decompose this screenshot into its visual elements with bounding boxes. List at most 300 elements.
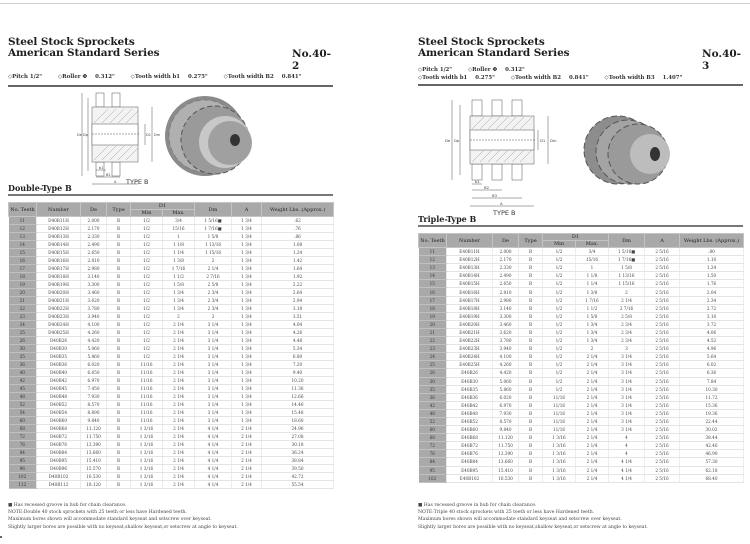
cell-dm: 2 1/4 <box>609 296 645 304</box>
cell-weight: 30.02 <box>680 426 744 434</box>
table-row <box>9 457 334 465</box>
cell-a: 2 1/4 <box>232 425 262 433</box>
cell-d1-min: 1/2 <box>131 313 163 321</box>
table-row <box>419 304 744 312</box>
header-rule <box>8 85 333 87</box>
cell-number: D40B52 <box>37 401 81 409</box>
cell-d1-min: 1/2 <box>131 353 163 361</box>
cell-d1-max: 2 1/4 <box>576 458 609 466</box>
cell-d1-min: 1/2 <box>543 361 576 369</box>
cell-d1-max: 2 1/4 <box>576 409 609 417</box>
cell-d1-max: 1 3/8 <box>576 288 609 296</box>
cell-type: B <box>519 377 543 385</box>
col-weight: Weight Lbs. (Approx.) <box>680 234 744 248</box>
cell-number: D40B42 <box>37 377 81 385</box>
cell-teeth: 21 <box>419 328 447 336</box>
cell-weight: 4.48 <box>262 337 334 345</box>
cell-d1-min: 1 3/16 <box>543 442 576 450</box>
cell-number: E40B12H <box>447 256 493 264</box>
cell-type: B <box>107 465 131 473</box>
svg-text:b1: b1 <box>475 179 480 184</box>
cell-type: B <box>107 417 131 425</box>
cell-teeth: 26 <box>419 369 447 377</box>
spec-roller <box>468 66 525 74</box>
cell-a: 2 5/16 <box>645 369 680 377</box>
cell-a: 1 3/4 <box>232 401 262 409</box>
cell-number: D40B84 <box>37 449 81 457</box>
cell-d1-min: 1/2 <box>543 280 576 288</box>
spec-tooth-b2 <box>224 73 302 81</box>
note-max-bores: Maximum bores shown will accommodate standard keyseat and setscrew over keyseat. <box>8 517 212 523</box>
table-row <box>9 305 334 313</box>
cell-teeth: 102 <box>9 473 37 481</box>
cell-a: 2 5/16 <box>645 304 680 312</box>
cell-weight: 2.04 <box>680 288 744 296</box>
col-weight: Weight Lbs. (Approx.) <box>262 203 334 217</box>
cell-de: 5.860 <box>81 353 107 361</box>
cell-teeth: 18 <box>9 273 37 281</box>
cell-number: D40B18H <box>37 273 81 281</box>
cell-teeth: 14 <box>419 272 447 280</box>
cell-teeth: 23 <box>419 345 447 353</box>
table-row <box>419 288 744 296</box>
cell-type: B <box>519 361 543 369</box>
spec-value: 0.312" <box>95 74 115 80</box>
footnotes <box>8 502 238 531</box>
cell-weight: 7.84 <box>680 377 744 385</box>
spec-label: ◇Tooth width B3 <box>604 75 655 81</box>
table-row <box>419 409 744 417</box>
cell-type: B <box>107 473 131 481</box>
col-de: De <box>81 203 107 217</box>
cell-d1-max: 1 <box>576 264 609 272</box>
spec-tooth-b1 <box>131 73 208 81</box>
cell-de: 3.300 <box>81 281 107 289</box>
cell-weight: 1.08 <box>262 241 334 249</box>
cell-a: 1 3/4 <box>232 281 262 289</box>
cell-dm: 2 7/16 <box>195 273 232 281</box>
cell-weight: 2.72 <box>680 304 744 312</box>
cell-d1-max: 1 3/8 <box>163 257 195 265</box>
cell-d1-min: 1/2 <box>543 248 576 256</box>
cell-teeth: 25 <box>9 329 37 337</box>
cell-dm: 1 15/16 <box>609 280 645 288</box>
cell-teeth: 95 <box>9 457 37 465</box>
cell-number: E40B11H <box>447 248 493 256</box>
footnotes <box>418 502 648 531</box>
cell-a: 2 5/16 <box>645 353 680 361</box>
cell-type: B <box>107 281 131 289</box>
cell-type: B <box>107 257 131 265</box>
cell-type: B <box>107 313 131 321</box>
cell-weight: 6.36 <box>680 369 744 377</box>
cell-de: 2.810 <box>493 288 519 296</box>
cell-type: B <box>519 442 543 450</box>
cell-teeth: 52 <box>9 401 37 409</box>
table-row <box>419 256 744 264</box>
cell-a: 1 3/4 <box>232 249 262 257</box>
cell-dm: 4 <box>609 434 645 442</box>
table-row <box>9 249 334 257</box>
cell-de: 3.140 <box>81 273 107 281</box>
cell-weight: 3.10 <box>680 312 744 320</box>
cell-d1-max: 2 1/4 <box>163 321 195 329</box>
cell-dm: 3 1/4 <box>609 369 645 377</box>
cell-d1-max: 2 1/4 <box>576 353 609 361</box>
cell-type: B <box>107 425 131 433</box>
cell-teeth: 84 <box>419 458 447 466</box>
cell-number: D40B21H <box>37 297 81 305</box>
cell-number: D40B60 <box>37 417 81 425</box>
cell-d1-max: 2 1/4 <box>576 393 609 401</box>
cell-a: 1 3/4 <box>232 225 262 233</box>
cell-number: E40B48 <box>447 409 493 417</box>
cell-weight: 4.96 <box>680 345 744 353</box>
cell-number: D40B48 <box>37 393 81 401</box>
cell-weight: 10.20 <box>262 377 334 385</box>
table-row <box>419 434 744 442</box>
col-d1-min: Min <box>543 241 576 248</box>
cell-d1-max: 2 1/4 <box>163 449 195 457</box>
cell-weight: 38.84 <box>262 457 334 465</box>
cell-d1-min: 1/2 <box>131 233 163 241</box>
cell-weight: 27.08 <box>262 433 334 441</box>
title-line-1: Steel Stock Sprockets <box>8 36 135 48</box>
table-row <box>9 337 334 345</box>
spec-pitch <box>418 66 452 74</box>
note-hardened-teeth: NOTE:Triple 40 stock sprockets with 25 teeth or less have Hardened teeth. <box>418 510 595 516</box>
triple-table-body <box>419 248 744 483</box>
spec-label: ◇Tooth width B2 <box>223 74 274 80</box>
cell-d1-max: 1 7/16 <box>163 265 195 273</box>
cell-de: 3.780 <box>81 305 107 313</box>
cell-number: D40B54 <box>37 409 81 417</box>
cell-weight: .76 <box>262 225 334 233</box>
table-row <box>9 441 334 449</box>
cell-d1-max: 2 1/4 <box>163 481 195 489</box>
cell-d1-max: 2 1/4 <box>163 473 195 481</box>
cell-dm: 4 1/4 <box>609 474 645 482</box>
cell-d1-min: 1 3/16 <box>543 434 576 442</box>
cell-weight: 2.34 <box>680 296 744 304</box>
table-row <box>419 393 744 401</box>
cell-teeth: 36 <box>9 361 37 369</box>
cell-d1-max: 2 1/4 <box>576 417 609 425</box>
spec-label: ◇Roller Φ <box>58 74 88 80</box>
cell-a: 2 1/4 <box>232 481 262 489</box>
cell-de: 2.330 <box>493 264 519 272</box>
cell-number: E40B14H <box>447 272 493 280</box>
cell-weight: 19.36 <box>680 409 744 417</box>
cell-de: 2.170 <box>493 256 519 264</box>
cell-de: 6.650 <box>81 369 107 377</box>
cell-d1-min: 1 3/16 <box>131 465 163 473</box>
table-row <box>419 377 744 385</box>
cell-d1-max: 2 1/4 <box>163 393 195 401</box>
cell-dm: 2 <box>609 288 645 296</box>
spec-line-2 <box>418 74 696 82</box>
cell-d1-min: 1/2 <box>543 345 576 353</box>
cell-d1-max: 2 1/4 <box>576 466 609 474</box>
cell-type: B <box>519 345 543 353</box>
cell-a: 2 1/4 <box>232 473 262 481</box>
cell-weight: 4.06 <box>680 328 744 336</box>
cell-a: 2 5/16 <box>645 458 680 466</box>
cell-weight: .86 <box>262 233 334 241</box>
cell-type: B <box>107 449 131 457</box>
series-number: No.40-2 <box>292 48 332 72</box>
cell-type: B <box>107 241 131 249</box>
cell-weight: 3.51 <box>262 313 334 321</box>
cell-weight: 42.46 <box>680 442 744 450</box>
cell-number: E40B68 <box>447 434 493 442</box>
cell-type: B <box>519 320 543 328</box>
cell-number: D40B102 <box>37 473 81 481</box>
table-row <box>9 225 334 233</box>
cell-d1-min: 1/2 <box>543 256 576 264</box>
spec-label: ◇Tooth width B2 <box>510 75 561 81</box>
cell-weight: 14.46 <box>262 401 334 409</box>
cell-number: D40B13H <box>37 233 81 241</box>
cell-a: 1 3/4 <box>232 273 262 281</box>
cell-type: B <box>107 353 131 361</box>
cell-d1-min: 1 3/16 <box>543 450 576 458</box>
cell-de: 3.620 <box>81 297 107 305</box>
title-line-1: Steel Stock Sprockets <box>418 36 545 48</box>
cell-de: 2.980 <box>81 265 107 273</box>
cell-de: 3.620 <box>493 328 519 336</box>
cell-d1-min: 11/16 <box>543 417 576 425</box>
series-number: No.40-3 <box>702 48 742 72</box>
table-row <box>9 417 334 425</box>
cell-weight: 1.42 <box>262 257 334 265</box>
cell-d1-min: 1/2 <box>543 353 576 361</box>
col-a: A <box>232 203 262 217</box>
cell-type: B <box>107 225 131 233</box>
cell-a: 2 5/16 <box>645 337 680 345</box>
table-row <box>9 465 334 473</box>
cell-d1-max: 1 3/4 <box>163 305 195 313</box>
cell-d1-min: 1/2 <box>543 264 576 272</box>
cell-d1-max: 1 3/4 <box>163 289 195 297</box>
table-row <box>9 481 334 489</box>
cell-d1-min: 11/16 <box>543 401 576 409</box>
cell-type: B <box>107 273 131 281</box>
cell-de: 7.450 <box>81 385 107 393</box>
cell-a: 2 1/4 <box>232 449 262 457</box>
cell-a: 1 3/4 <box>232 409 262 417</box>
cell-number: D40B45 <box>37 385 81 393</box>
cell-number: E40B15H <box>447 280 493 288</box>
cell-d1-min: 11/16 <box>131 385 163 393</box>
cell-d1-min: 1/2 <box>543 328 576 336</box>
cell-dm: 3 1/4 <box>195 369 232 377</box>
cell-weight: 55.54 <box>262 481 334 489</box>
cell-teeth: 19 <box>419 312 447 320</box>
table-row <box>419 280 744 288</box>
col-number: Number <box>37 203 81 217</box>
table-row <box>9 425 334 433</box>
cell-a: 2 5/16 <box>645 401 680 409</box>
cell-teeth: 24 <box>419 353 447 361</box>
cell-teeth: 48 <box>419 409 447 417</box>
cell-weight: 10.30 <box>680 385 744 393</box>
svg-text:D1: D1 <box>146 133 151 137</box>
cell-dm: 2 3/4 <box>195 297 232 305</box>
cell-teeth: 13 <box>419 264 447 272</box>
cell-de: 9.840 <box>493 426 519 434</box>
cell-teeth: 30 <box>419 377 447 385</box>
col-de: De <box>493 234 519 248</box>
table-row <box>419 401 744 409</box>
cell-a: 2 5/16 <box>645 426 680 434</box>
cell-de: 11.120 <box>493 434 519 442</box>
cell-d1-min: 1/2 <box>131 289 163 297</box>
cell-dm: 1 15/16 <box>195 249 232 257</box>
top-divider <box>0 3 750 4</box>
cell-a: 2 5/16 <box>645 320 680 328</box>
cell-de: 8.890 <box>81 409 107 417</box>
cell-number: E40B13H <box>447 264 493 272</box>
cell-teeth: 14 <box>9 241 37 249</box>
table-row <box>9 401 334 409</box>
double-sprocket-diagram <box>70 88 270 188</box>
spec-roller <box>58 73 115 81</box>
cell-a: 1 3/4 <box>232 313 262 321</box>
cell-d1-min: 1 3/16 <box>543 458 576 466</box>
cell-d1-min: 11/16 <box>131 417 163 425</box>
cell-type: B <box>107 433 131 441</box>
cell-a: 1 3/4 <box>232 297 262 305</box>
svg-text:B2: B2 <box>484 185 490 190</box>
spec-value: 0.312" <box>505 67 525 73</box>
cell-teeth: 84 <box>9 449 37 457</box>
cell-weight: 4.52 <box>680 337 744 345</box>
cell-a: 1 3/4 <box>232 233 262 241</box>
cell-weight: 12.66 <box>262 393 334 401</box>
type-caption: TYPE B <box>126 178 149 186</box>
cell-de: 2.980 <box>493 296 519 304</box>
cell-de: 9.840 <box>81 417 107 425</box>
cell-de: 15.410 <box>493 466 519 474</box>
cell-dm: 3 1/4 <box>609 401 645 409</box>
cell-dm: 4 1/4 <box>195 481 232 489</box>
table-row <box>419 474 744 482</box>
cell-d1-max: 2 1/4 <box>163 425 195 433</box>
cell-d1-max: 1 3/4 <box>576 337 609 345</box>
cell-d1-max: 1 1/8 <box>163 241 195 249</box>
cell-dm: 3 1/4 <box>195 353 232 361</box>
spec-lines <box>418 66 696 82</box>
cell-de: 2.490 <box>81 241 107 249</box>
cell-d1-min: 1/2 <box>543 304 576 312</box>
cell-a: 1 3/4 <box>232 289 262 297</box>
cell-weight: 57.30 <box>680 458 744 466</box>
cell-de: 8.570 <box>493 417 519 425</box>
table-row <box>419 466 744 474</box>
table-row <box>9 377 334 385</box>
cell-teeth: 11 <box>9 217 37 225</box>
cell-type: B <box>519 385 543 393</box>
cell-d1-min: 1/2 <box>131 281 163 289</box>
cell-weight: 4.04 <box>262 321 334 329</box>
cell-type: B <box>107 457 131 465</box>
cell-type: B <box>107 265 131 273</box>
cell-number: E40B52 <box>447 417 493 425</box>
table-row <box>9 297 334 305</box>
cell-a: 1 3/4 <box>232 305 262 313</box>
cell-number: E40B36 <box>447 393 493 401</box>
table-row <box>9 329 334 337</box>
cell-d1-min: 1/2 <box>543 320 576 328</box>
cell-d1-max: 3/4 <box>576 248 609 256</box>
cell-d1-min: 11/16 <box>543 393 576 401</box>
cell-d1-max: 3/4 <box>163 217 195 225</box>
cell-d1-max: 2 1/4 <box>163 337 195 345</box>
cell-a: 1 3/4 <box>232 385 262 393</box>
col-dm: Dm <box>195 203 232 217</box>
cell-de: 12.390 <box>81 441 107 449</box>
cell-dm: 4 1/4 <box>609 458 645 466</box>
cell-de: 13.660 <box>493 458 519 466</box>
cell-type: B <box>107 233 131 241</box>
cell-d1-max: 1 1/8 <box>576 272 609 280</box>
triple-sprocket-diagram <box>428 92 678 217</box>
col-d1-max: Max. <box>163 210 195 217</box>
cell-d1-max: 2 1/4 <box>576 369 609 377</box>
cell-d1-min: 11/16 <box>131 369 163 377</box>
cell-de: 2.490 <box>493 272 519 280</box>
cell-dm: 2 1/4 <box>195 265 232 273</box>
table-row <box>419 328 744 336</box>
cell-de: 2.000 <box>493 248 519 256</box>
cell-d1-max: 2 <box>163 313 195 321</box>
cell-de: 5.060 <box>493 377 519 385</box>
cell-teeth: 17 <box>419 296 447 304</box>
cell-de: 12.390 <box>493 450 519 458</box>
cell-a: 2 5/16 <box>645 474 680 482</box>
cell-dm: 3 1/4 <box>195 329 232 337</box>
cell-teeth: 26 <box>9 337 37 345</box>
cell-type: B <box>107 249 131 257</box>
cell-d1-min: 1/2 <box>131 321 163 329</box>
cell-d1-max: 1 1/4 <box>163 249 195 257</box>
spec-label: ◇Pitch 1/2" <box>418 67 453 73</box>
cell-type: B <box>519 409 543 417</box>
cell-number: E40B25H <box>447 361 493 369</box>
cell-teeth: 18 <box>419 304 447 312</box>
svg-text:B3: B3 <box>492 193 498 198</box>
cell-weight: 1.10 <box>680 256 744 264</box>
cell-type: B <box>107 377 131 385</box>
table-row <box>9 257 334 265</box>
table-row <box>419 442 744 450</box>
cell-de: 4.420 <box>81 337 107 345</box>
cell-d1-max: 2 1/4 <box>163 401 195 409</box>
cell-weight: 22.44 <box>680 417 744 425</box>
cell-d1-min: 1/2 <box>131 217 163 225</box>
cell-dm: 3 1/4 <box>609 385 645 393</box>
cell-weight: .80 <box>680 248 744 256</box>
cell-d1-min: 1/2 <box>131 345 163 353</box>
svg-text:De: De <box>445 138 451 143</box>
cell-d1-max: 2 1/4 <box>163 417 195 425</box>
cell-d1-min: 1 3/16 <box>131 481 163 489</box>
cell-dm: 2 <box>195 257 232 265</box>
spec-value: 0.275" <box>188 74 208 80</box>
cell-weight: 1.76 <box>680 280 744 288</box>
cell-d1-max: 2 1/4 <box>163 465 195 473</box>
